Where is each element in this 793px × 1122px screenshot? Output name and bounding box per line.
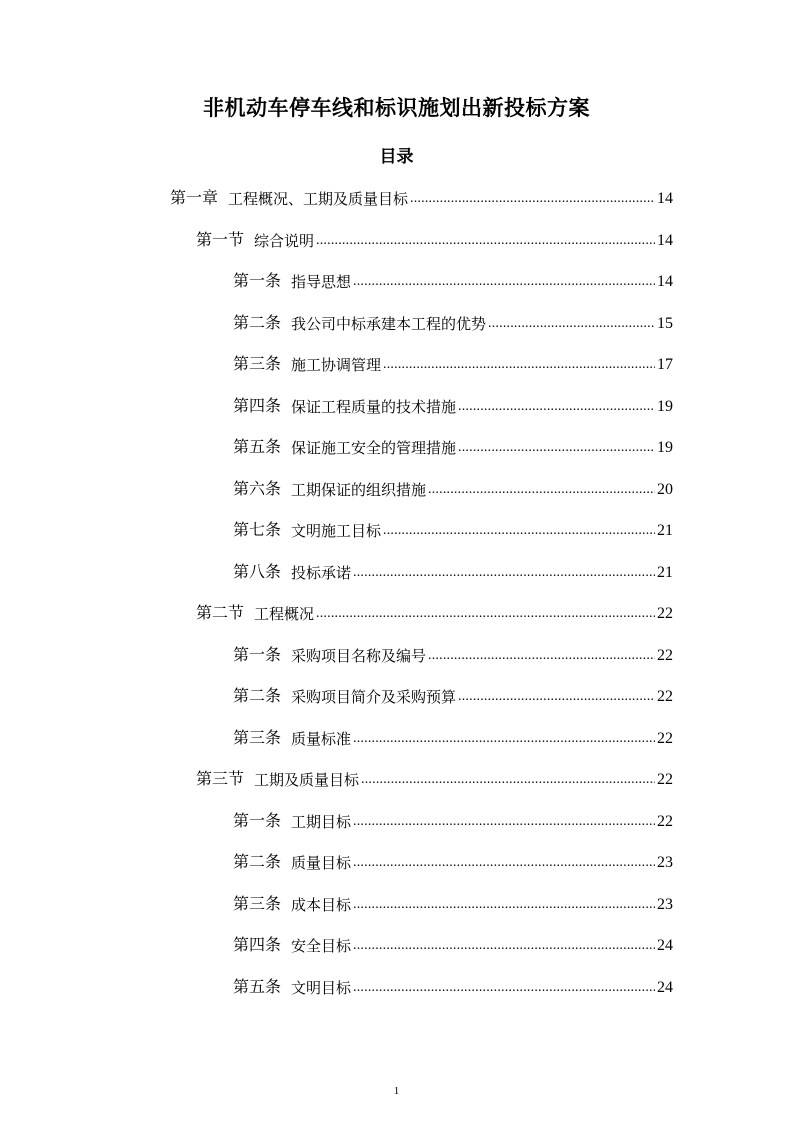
toc-entry-page: 22 [657, 729, 673, 747]
toc-dot-leader [428, 479, 655, 501]
toc-entry-number: 第三节 [196, 771, 245, 788]
toc-entry[interactable] [233, 892, 673, 916]
toc-dot-leader [316, 603, 655, 625]
toc-entry-page: 20 [657, 480, 673, 498]
toc-entry-number: 第三条 [233, 895, 282, 913]
toc-entry-title: 质量目标 [291, 854, 352, 872]
toc-dot-leader [353, 852, 655, 874]
toc-entry-number: 第二条 [233, 688, 282, 705]
toc-dot-leader [353, 811, 655, 833]
toc-dot-leader [353, 977, 655, 999]
toc-entry-title: 投标承诺 [291, 563, 352, 582]
toc-entry[interactable] [233, 933, 673, 957]
toc-dot-leader [316, 230, 655, 252]
toc-entry-page: 22 [657, 646, 673, 664]
toc-dot-leader [428, 645, 655, 667]
toc-entry-number: 第六条 [233, 480, 282, 498]
toc-entry-page: 19 [657, 397, 673, 415]
toc-entry-title: 保证施工安全的管理措施 [291, 439, 457, 457]
toc-entry-page: 22 [657, 688, 673, 705]
toc-entry-title: 采购项目简介及采购预算 [291, 688, 457, 706]
toc-entry[interactable] [233, 477, 673, 501]
toc-entry-title: 工期保证的组织措施 [291, 480, 427, 499]
toc-entry-page: 22 [657, 771, 673, 788]
toc-entry-page: 24 [657, 978, 673, 996]
toc-dot-leader [458, 396, 655, 418]
toc-dot-leader [383, 354, 655, 376]
toc-entry-number: 第二条 [233, 314, 282, 332]
toc-entry-page: 19 [657, 439, 673, 456]
toc-entry[interactable] [233, 809, 673, 833]
toc-entry-page: 14 [657, 190, 673, 207]
toc-entry-title: 施工协调管理 [291, 356, 382, 374]
toc-entry-title: 文明施工目标 [291, 522, 382, 540]
toc-entry[interactable] [170, 186, 673, 210]
toc-entry[interactable] [233, 269, 673, 293]
toc-entry-number: 第一节 [196, 231, 245, 249]
toc-entry-number: 第一条 [233, 646, 282, 664]
toc-entry-page: 23 [657, 854, 673, 871]
toc-dot-leader [458, 686, 655, 708]
toc-entry-page: 22 [657, 812, 673, 830]
toc-entry-page: 15 [657, 314, 673, 332]
toc-entry[interactable] [233, 850, 673, 874]
toc-entry-title: 质量标准 [291, 729, 352, 748]
toc-entry-title: 工程概况、工期及质量目标 [228, 190, 409, 208]
toc-entry-title: 我公司中标承建本工程的优势 [291, 314, 487, 333]
toc-entry[interactable] [233, 311, 673, 335]
toc-entry-page: 24 [657, 937, 673, 954]
document-title: 非机动车停车线和标识施划出新投标方案 [203, 96, 590, 120]
toc-entry-page: 23 [657, 895, 673, 913]
toc-entry-number: 第二节 [196, 605, 245, 622]
page-number: 1 [393, 1085, 400, 1097]
toc-entry[interactable] [233, 975, 673, 999]
toc-dot-leader [383, 520, 655, 542]
toc-entry-number: 第五条 [233, 439, 282, 456]
toc-heading: 目录 [379, 147, 414, 167]
toc-entry-number: 第三条 [233, 729, 282, 747]
toc-entry-page: 21 [657, 563, 673, 581]
toc-entry[interactable] [233, 352, 673, 376]
toc-entry[interactable] [233, 435, 673, 459]
toc-dot-leader [458, 437, 655, 459]
toc-entry-page: 14 [657, 231, 673, 249]
toc-dot-leader [353, 562, 655, 584]
toc-entry-number: 第四条 [233, 937, 282, 954]
toc-dot-leader [361, 769, 655, 791]
toc-entry-number: 第七条 [233, 522, 282, 539]
toc-entry-page: 17 [657, 356, 673, 373]
toc-entry[interactable] [233, 726, 673, 750]
toc-entry-title: 工期目标 [291, 812, 352, 831]
toc-entry[interactable] [196, 601, 673, 625]
toc-entry[interactable] [233, 643, 673, 667]
toc-entry-title: 保证工程质量的技术措施 [291, 397, 457, 416]
toc-dot-leader [353, 935, 655, 957]
toc-entry[interactable] [233, 560, 673, 584]
toc-entry-number: 第一条 [233, 273, 282, 290]
toc-entry-title: 工期及质量目标 [254, 771, 360, 789]
toc-entry[interactable] [233, 394, 673, 418]
toc-entry-title: 工程概况 [254, 605, 315, 623]
toc-dot-leader [353, 271, 655, 293]
toc-entry-number: 第三条 [233, 356, 282, 373]
toc-entry-number: 第一章 [170, 190, 219, 207]
toc-entry-number: 第五条 [233, 978, 282, 996]
toc-entry-number: 第二条 [233, 854, 282, 871]
toc-entry-title: 采购项目名称及编号 [291, 646, 427, 665]
toc-entry-number: 第八条 [233, 563, 282, 581]
toc-dot-leader [353, 728, 655, 750]
toc-entry-title: 成本目标 [291, 895, 352, 914]
toc-entry-title: 文明目标 [291, 978, 352, 997]
toc-entry[interactable] [233, 684, 673, 708]
toc-dot-leader [410, 188, 655, 210]
toc-entry-title: 综合说明 [254, 231, 315, 250]
toc-entry[interactable] [233, 518, 673, 542]
toc-entry-page: 21 [657, 522, 673, 539]
toc-dot-leader [488, 313, 655, 335]
toc-entry[interactable] [196, 767, 673, 791]
toc-dot-leader [353, 894, 655, 916]
toc-entry-page: 22 [657, 605, 673, 622]
toc-entry-title: 指导思想 [291, 273, 352, 291]
toc-entry-page: 14 [657, 273, 673, 290]
toc-entry-number: 第四条 [233, 397, 282, 415]
toc-entry-number: 第一条 [233, 812, 282, 830]
toc-entry-title: 安全目标 [291, 937, 352, 955]
toc-entry[interactable] [196, 228, 673, 252]
